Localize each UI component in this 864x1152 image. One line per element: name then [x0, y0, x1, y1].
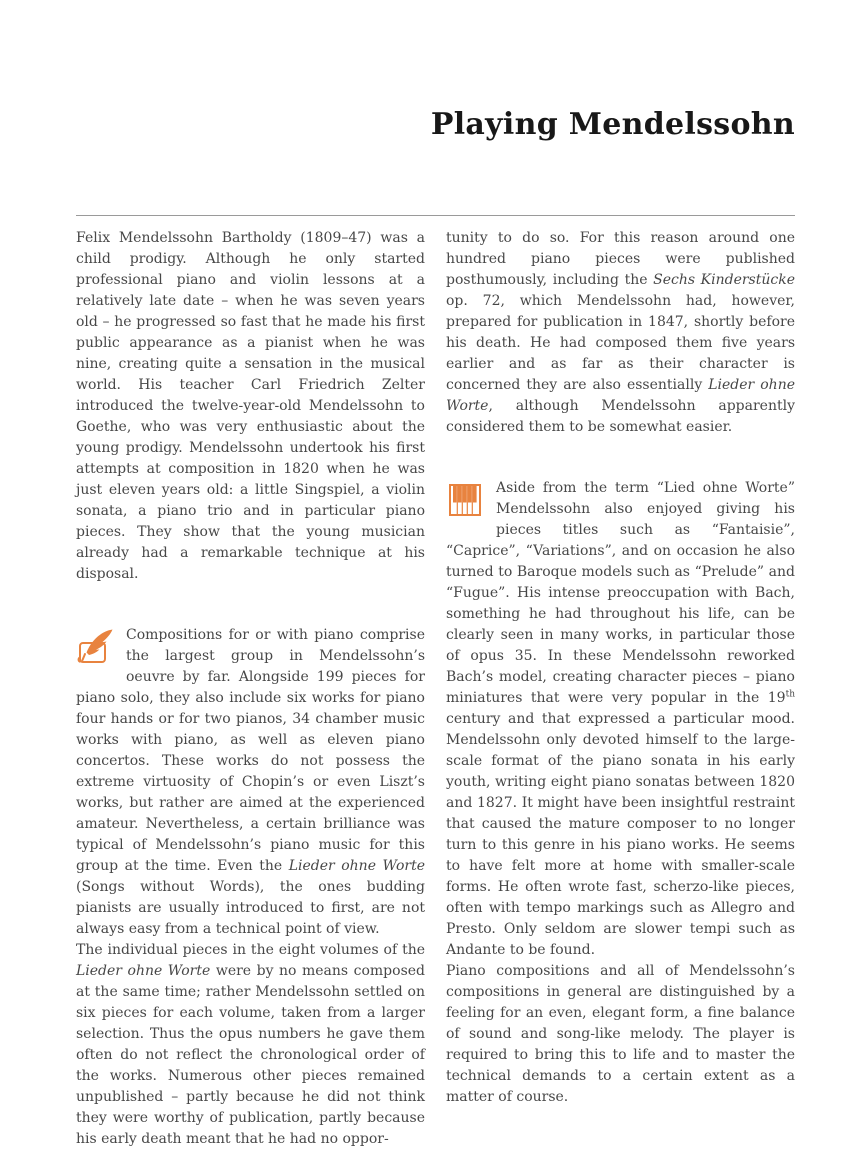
paragraph-text: Piano compositions and all of Mendelssohn’s compositions in general are distinguished by a feeling for an even, elegant form, a fine balance of sound and song-like melody. The player is required to bring this to life and to master the technical demands to a certain extent as a matter of course. [446, 962, 795, 1105]
paragraph-titles-and-forms [446, 478, 795, 961]
paragraph-posthumous-pieces [446, 228, 795, 438]
title-rule [76, 215, 795, 216]
paragraph-piano-oeuvre [76, 625, 425, 940]
paragraph-style-summary [446, 961, 795, 1108]
paragraph-text: The individual pieces in the eight volumes of the Lieder ohne Worte were by no means composed at the same time; rather Mendelssohn settled on six pieces for each volume, taken from a larger selection. Thus the opus numbers he gave them often do not reflect the chronological order of the works. Numerous other pieces remained unpublished – partly because he did not think they were worthy of publication, partly because his early death meant that he had no oppor- [76, 941, 425, 1147]
left-column [76, 228, 425, 1150]
page-title: Playing Mendelssohn [430, 107, 795, 142]
paragraph-child-prodigy [76, 228, 425, 585]
paragraph-text: Compositions for or with piano comprise the largest group in Mendelssohn’s oeuvre by far. Alongside 199 pieces for piano solo, they also include six works for piano four hands or for two pianos, 34 chamber music works with piano, as well as eleven piano concertos. These works do not possess the extreme virtuosity of Chopin’s or even Liszt’s works, but rather are aimed at the experienced amateur. Nevertheless, a certain brilliance was typical of Mendelssohn’s piano music for this group at the time. Even the Lieder ohne Worte (Songs without Words), the ones budding pianists are usually introduced to first, are not always easy from a technical point of view. [76, 626, 425, 937]
paragraph-text: Aside from the term “Lied ohne Worte” Mendelssohn also enjoyed giving his pieces titles such as “Fantaisie”, “Caprice”, “Variations”, and on occasion he also turned to Baroque models such as “Prelude” and “Fugue”. His intense preoccupation with Bach, something he had throughout his life, can be clearly seen in many works, in particular those of opus 35. In these Mendelssohn reworked Bach’s model, creating character pieces – piano miniatures that were very popular in the 19th century and that expressed a particular mood. Mendelssohn only devoted himself to the large-scale format of the piano sonata in his early youth, writing eight piano sonatas between 1820 and 1827. It might have been insightful restraint that caused the mature composer to no longer turn to this genre in his piano works. He seems to have felt more at home with smaller-scale forms. He often wrote fast, scherzo-like pieces, often with tempo markings such as Allegro and Presto. Only seldom are slower tempi such as Andante to be found. [446, 479, 795, 958]
paragraph-text: tunity to do so. For this reason around one hundred piano pieces were published posthumously, including the Sechs Kinderstücke op. 72, which Mendelssohn had, however, prepared for publication in 1847, shortly before his death. He had composed them five years earlier and as far as their character is concerned they are also essentially Lieder ohne Worte, although Mendelssohn apparently considered them to be somewhat easier. [446, 229, 795, 435]
paragraph-text: Felix Mendelssohn Bartholdy (1809–47) was a child prodigy. Although he only started professional piano and violin lessons at a relatively late date – when he was seven years old – he progressed so fast that he made his first public appearance as a pianist when he was nine, creating quite a sensation in the musical world. His teacher Carl Friedrich Zelter introduced the twelve-year-old Mendelssohn to Goethe, who was very enthusiastic about the young prodigy. Mendelssohn undertook his first attempts at composition in 1820 when he was just eleven years old: a little Singspiel, a violin sonata, a piano trio and in particular piano pieces. They show that the young musician already had a remarkable technique at his disposal. [76, 229, 425, 582]
paragraph-lieder-volumes [76, 940, 425, 1150]
text-columns [76, 228, 795, 1150]
piano-keys-icon [446, 480, 486, 522]
right-column [446, 228, 795, 1150]
quill-icon [76, 627, 116, 669]
